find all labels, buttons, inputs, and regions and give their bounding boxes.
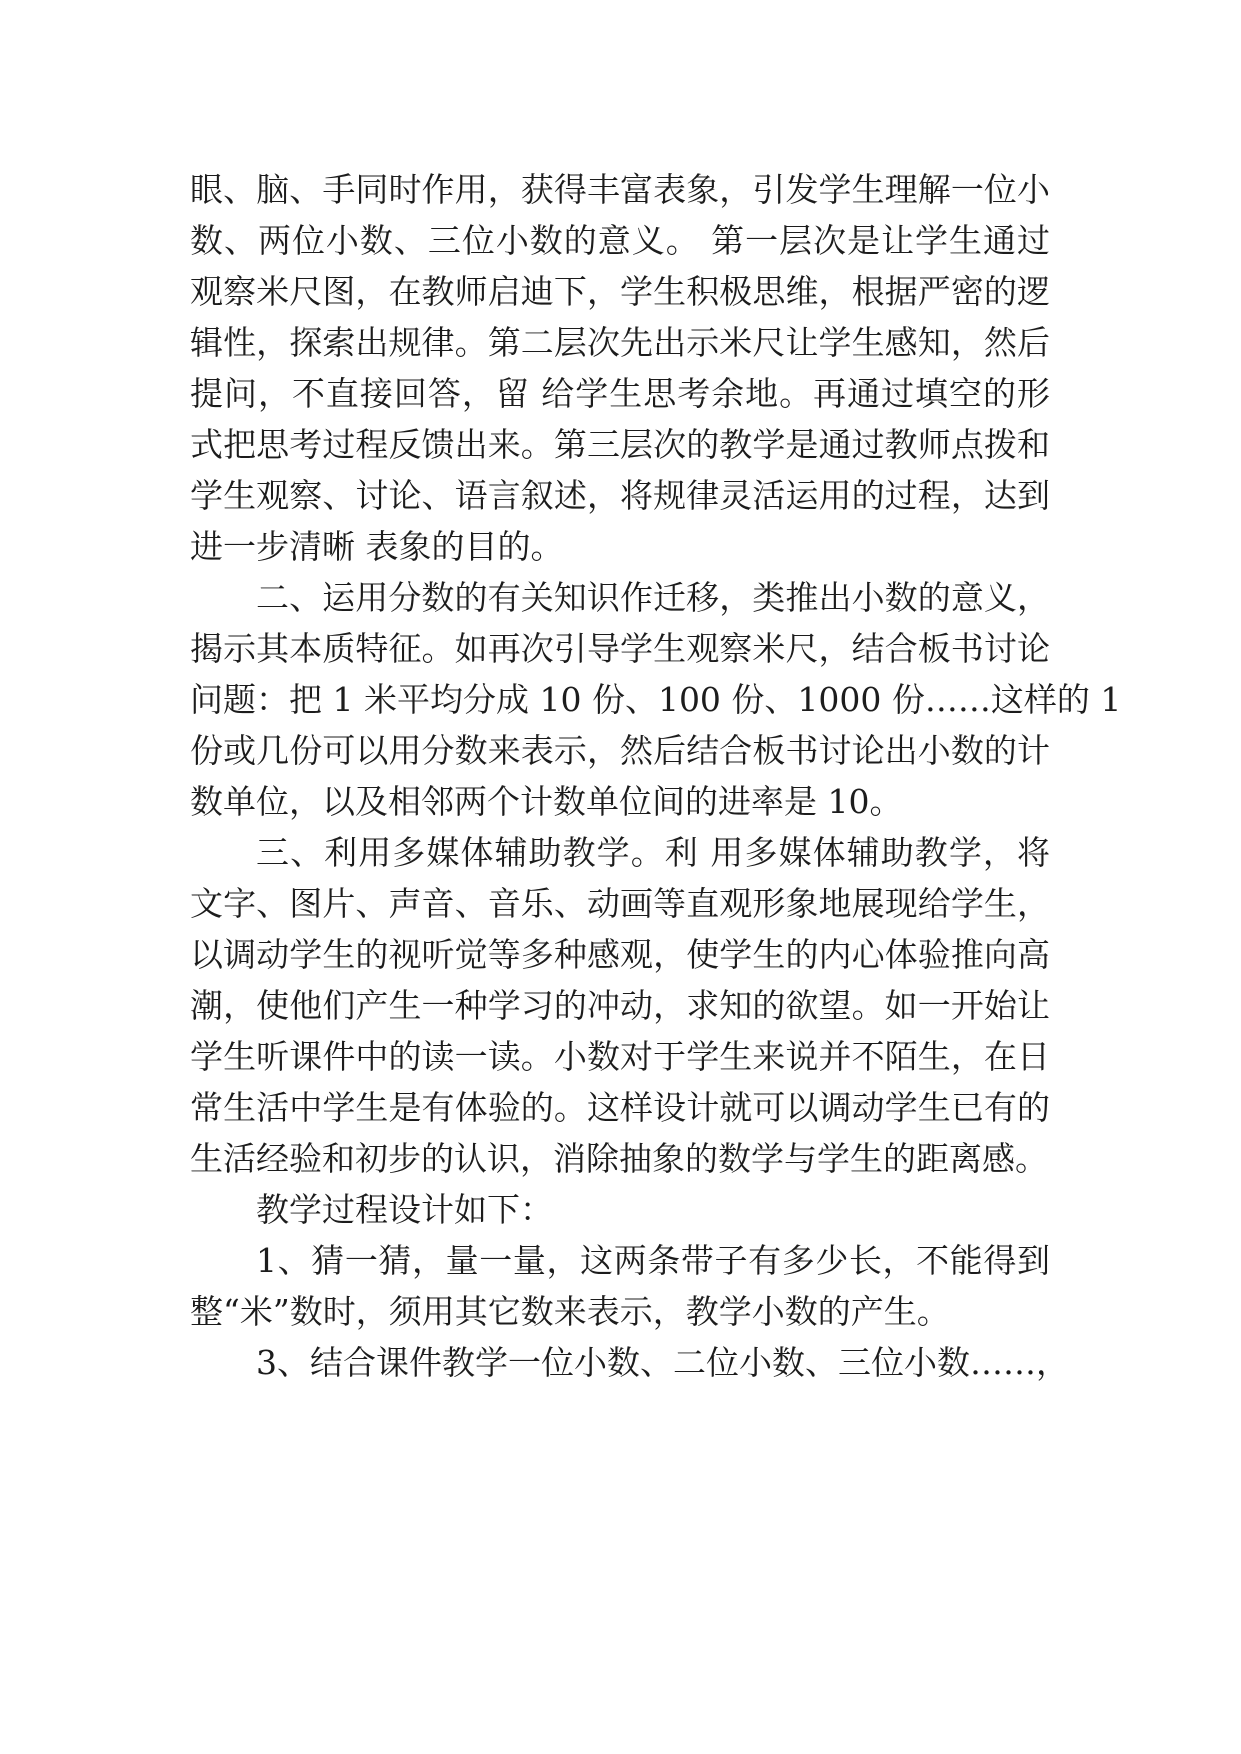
- text-line: 文字、图片、声音、音乐、动画等直观形象地展现给学生，: [190, 884, 1050, 923]
- text-line: 1、猜一猜，量一量，这两条带子有多少长，不能得到: [256, 1241, 1050, 1280]
- text-line: 生活经验和初步的认识，消除抽象的数学与学生的距离感。: [190, 1139, 1048, 1178]
- text-line: 提问，不直接回答，留 给学生思考余地。再通过填空的形: [190, 374, 1050, 413]
- text-line: 数单位，以及相邻两个计数单位间的进率是 10。: [190, 782, 903, 821]
- text-line: 进一步清晰 表象的目的。: [190, 527, 564, 566]
- text-line: 常生活中学生是有体验的。这样设计就可以调动学生已有的: [190, 1088, 1050, 1127]
- text-line: 整“米”数时，须用其它数来表示，教学小数的产生。: [190, 1292, 950, 1331]
- text-line: 学生听课件中的读一读。小数对于学生来说并不陌生，在日: [190, 1037, 1050, 1076]
- text-line: 式把思考过程反馈出来。第三层次的教学是通过教师点拨和: [190, 425, 1050, 464]
- text-line: 份或几份可以用分数来表示，然后结合板书讨论出小数的计: [190, 731, 1050, 770]
- text-line: 潮，使他们产生一种学习的冲动，求知的欲望。如一开始让: [190, 986, 1050, 1025]
- text-line: 三、利用多媒体辅助教学。利 用多媒体辅助教学，将: [256, 833, 1050, 872]
- text-line: 问题：把 1 米平均分成 10 份、100 份、1000 份……这样的 1: [190, 680, 1122, 719]
- text-line: 观察米尺图，在教师启迪下，学生积极思维，根据严密的逻: [190, 272, 1050, 311]
- document-body: [190, 164, 1122, 1388]
- text-line: 辑性，探索出规律。第二层次先出示米尺让学生感知，然后: [190, 323, 1050, 362]
- text-line: 二、运用分数的有关知识作迁移，类推出小数的意义，: [256, 578, 1050, 617]
- text-line: 3、结合课件教学一位小数、二位小数、三位小数……，: [256, 1343, 1069, 1382]
- text-line: 以调动学生的视听觉等多种感观，使学生的内心体验推向高: [190, 935, 1050, 974]
- text-line: 揭示其本质特征。如再次引导学生观察米尺，结合板书讨论: [190, 629, 1050, 668]
- text-line: 学生观察、讨论、语言叙述，将规律灵活运用的过程，达到: [190, 476, 1050, 515]
- text-line: 数、两位小数、三位小数的意义。 第一层次是让学生通过: [190, 221, 1050, 260]
- text-line: 教学过程设计如下：: [256, 1190, 553, 1229]
- text-line: 眼、脑、手同时作用，获得丰富表象，引发学生理解一位小: [190, 170, 1050, 209]
